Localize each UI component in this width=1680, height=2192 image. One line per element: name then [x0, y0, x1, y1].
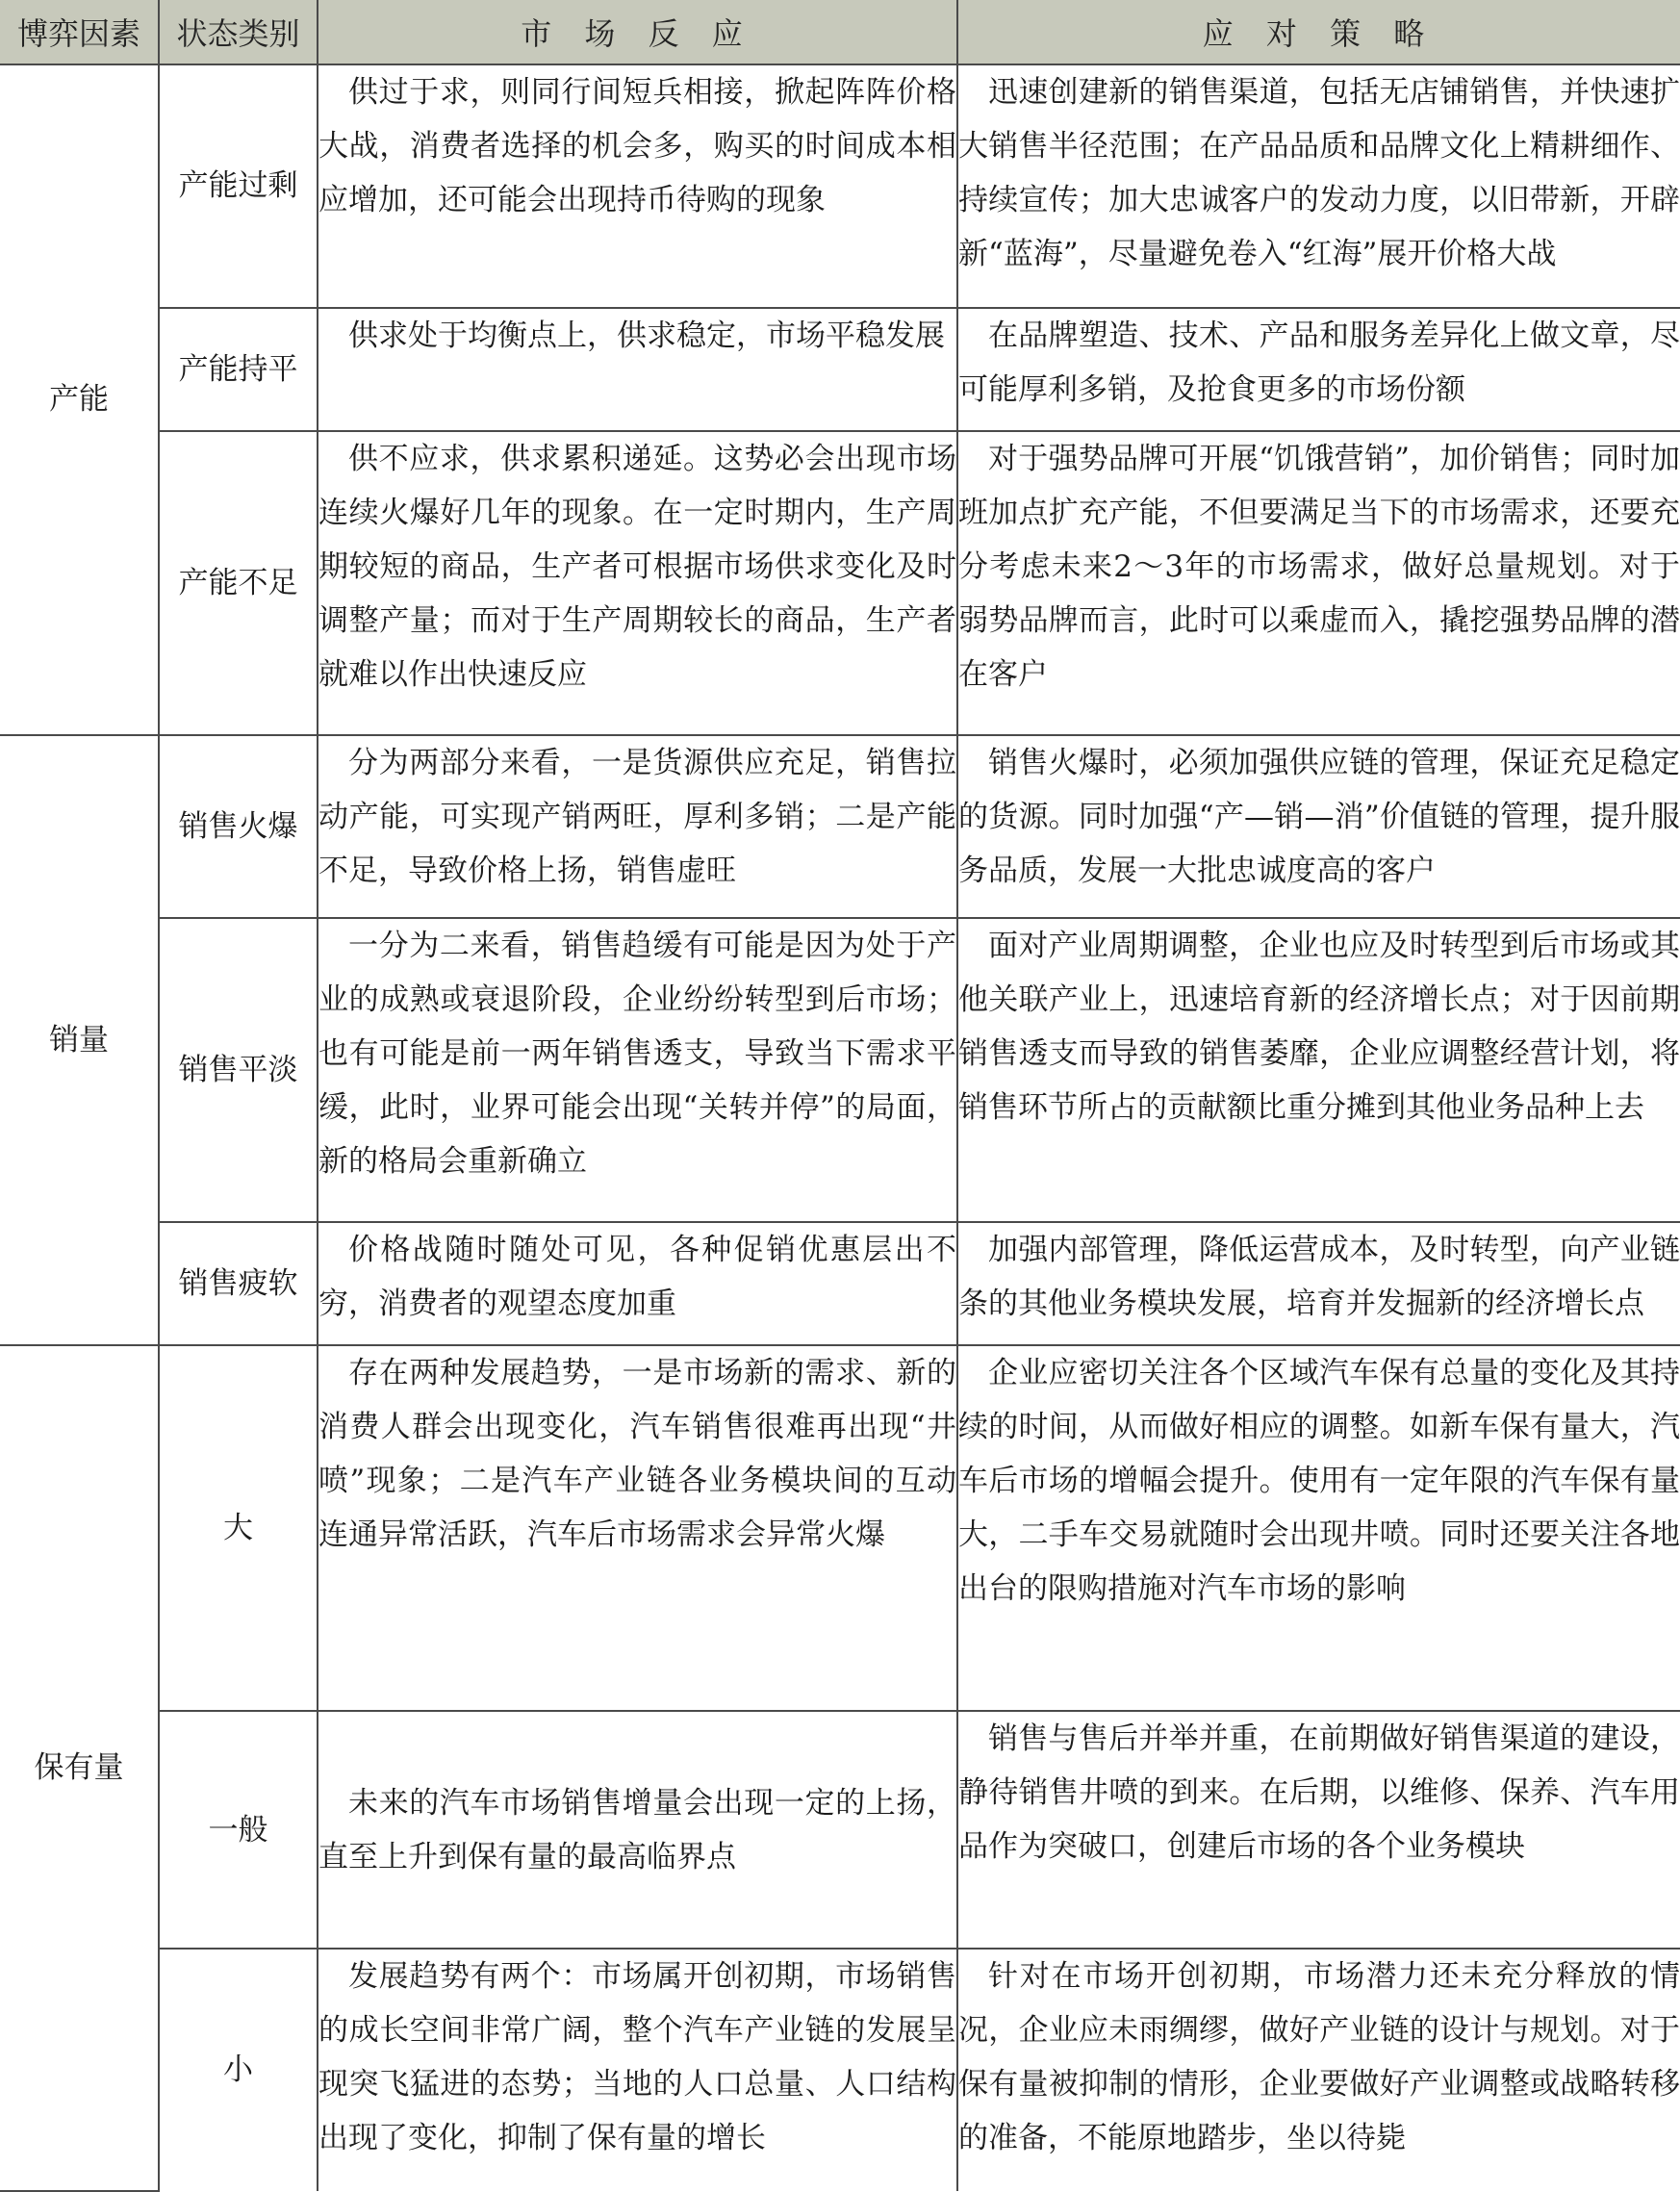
- table-row: [0, 431, 1680, 735]
- reaction-text: 存在两种发展趋势，一是市场新的需求、新的消费人群会出现变化，汽车销售很难再出现“井喷”现象；二是汽车产业链各业务模块间的互动连通异常活跃，汽车后市场需求会异常火爆: [318, 1355, 956, 1552]
- table-row: [0, 1949, 1680, 2191]
- table-row: [0, 918, 1680, 1222]
- header-game-factor: 博弈因素: [0, 0, 159, 64]
- reaction-cell: [318, 308, 957, 431]
- reaction-cell: [318, 1711, 957, 1948]
- reaction-cell: [318, 431, 957, 735]
- strategy-cell: [957, 1711, 1680, 1948]
- strategy-cell: [957, 431, 1680, 735]
- table-row: [0, 1711, 1680, 1948]
- strategy-text: 加强内部管理，降低运营成本，及时转型，向产业链条的其他业务模块发展，培育并发掘新的经济增长点: [958, 1232, 1680, 1321]
- strategy-text: 企业应密切关注各个区域汽车保有总量的变化及其持续的时间，从而做好相应的调整。如新车保有量大，汽车后市场的增幅会提升。使用有一定年限的汽车保有量大，二手车交易就随时会出现井喷。同时还要关注各地出台的限购措施对汽车市场的影响: [958, 1355, 1680, 1606]
- reaction-text: 一分为二来看，销售趋缓有可能是因为处于产业的成熟或衰退阶段，企业纷纷转型到后市场；也有可能是前一两年销售透支，导致当下需求平缓，此时，业界可能会出现“关转并停”的局面，新的格局会重新确立: [318, 929, 956, 1180]
- strategy-text: 销售与售后并举并重，在前期做好销售渠道的建设，静待销售井喷的到来。在后期，以维修、保养、汽车用品作为突破口，创建后市场的各个业务模块: [958, 1721, 1680, 1865]
- reaction-cell: [318, 1949, 957, 2191]
- factor-cell-capacity: 产能: [0, 64, 159, 735]
- header-state-category: 状态类别: [159, 0, 318, 64]
- reaction-text: 价格战随时随处可见，各种促销优惠层出不穷，消费者的观望态度加重: [318, 1232, 956, 1321]
- strategy-text: 在品牌塑造、技术、产品和服务差异化上做文章，尽可能厚利多销，及抢食更多的市场份额: [958, 319, 1680, 408]
- reaction-text: 供过于求，则同行间短兵相接，掀起阵阵价格大战，消费者选择的机会多，购买的时间成本相应增加，还可能会出现持币待购的现象: [318, 75, 956, 217]
- reaction-text: 未来的汽车市场销售增量会出现一定的上扬，直至上升到保有量的最高临界点: [318, 1785, 956, 1874]
- reaction-cell: [318, 1222, 957, 1345]
- strategy-text: 针对在市场开创初期，市场潜力还未充分释放的情况，企业应未雨绸缪，做好产业链的设计与规划。对于保有量被抑制的情形，企业要做好产业调整或战略转移的准备，不能原地踏步，坐以待毙: [958, 1958, 1680, 2155]
- state-cell: 销售火爆: [159, 735, 318, 918]
- state-cell: 大: [159, 1345, 318, 1712]
- table-row: [0, 64, 1680, 308]
- state-cell: 销售疲软: [159, 1222, 318, 1345]
- table-row: [0, 735, 1680, 918]
- reaction-text: 供求处于均衡点上，供求稳定，市场平稳发展: [348, 319, 945, 354]
- factor-cell-sales: 销量: [0, 735, 159, 1345]
- table-row: [0, 1345, 1680, 1712]
- reaction-cell: [318, 64, 957, 308]
- strategy-cell: [957, 735, 1680, 918]
- state-cell: 销售平淡: [159, 918, 318, 1222]
- strategy-text: 迅速创建新的销售渠道，包括无店铺销售，并快速扩大销售半径范围；在产品品质和品牌文化上精耕细作、持续宣传；加大忠诚客户的发动力度，以旧带新，开辟新“蓝海”，尽量避免卷入“红海”展开价格大战: [958, 75, 1680, 271]
- strategy-cell: [957, 64, 1680, 308]
- strategy-cell: [957, 918, 1680, 1222]
- reaction-cell: [318, 918, 957, 1222]
- state-cell: 小: [159, 1949, 318, 2191]
- strategy-cell: [957, 308, 1680, 431]
- reaction-cell: [318, 735, 957, 918]
- state-cell: 产能过剩: [159, 64, 318, 308]
- table-header-row: [0, 0, 1680, 64]
- state-cell: 产能不足: [159, 431, 318, 735]
- strategy-text: 面对产业周期调整，企业也应及时转型到后市场或其他关联产业上，迅速培育新的经济增长点；对于因前期销售透支而导致的销售萎靡，企业应调整经营计划，将销售环节所占的贡献额比重分摊到其他业务品种上去: [958, 929, 1680, 1126]
- state-cell: 产能持平: [159, 308, 318, 431]
- reaction-text: 分为两部分来看，一是货源供应充足，销售拉动产能，可实现产销两旺，厚利多销；二是产能不足，导致价格上扬，销售虚旺: [318, 745, 956, 888]
- reaction-cell: [318, 1345, 957, 1712]
- reaction-text: 供不应求，供求累积递延。这势必会出现市场连续火爆好几年的现象。在一定时期内，生产周期较短的商品，生产者可根据市场供求变化及时调整产量；而对于生产周期较长的商品，生产者就难以作出快速反应: [318, 441, 956, 692]
- factor-cell-ownership: 保有量: [0, 1345, 159, 2191]
- header-response-strategy: 应 对 策 略: [957, 0, 1680, 64]
- strategy-cell: [957, 1949, 1680, 2191]
- strategy-text: 销售火爆时，必须加强供应链的管理，保证充足稳定的货源。同时加强“产—销—消”价值链的管理，提升服务品质，发展一大批忠诚度高的客户: [958, 745, 1680, 888]
- strategy-text: 对于强势品牌可开展“饥饿营销”，加价销售；同时加班加点扩充产能，不但要满足当下的市场需求，还要充分考虑未来2～3年的市场需求，做好总量规划。对于弱势品牌而言，此时可以乘虚而入，撬挖强势品牌的潜在客户: [958, 441, 1680, 692]
- header-market-reaction: 市 场 反 应: [318, 0, 957, 64]
- state-cell: 一般: [159, 1711, 318, 1948]
- reaction-text: 发展趋势有两个：市场属开创初期，市场销售的成长空间非常广阔，整个汽车产业链的发展呈现突飞猛进的态势；当地的人口总量、人口结构出现了变化，抑制了保有量的增长: [318, 1958, 956, 2155]
- table-row: [0, 1222, 1680, 1345]
- strategy-cell: [957, 1345, 1680, 1712]
- table-row: [0, 308, 1680, 431]
- strategy-cell: [957, 1222, 1680, 1345]
